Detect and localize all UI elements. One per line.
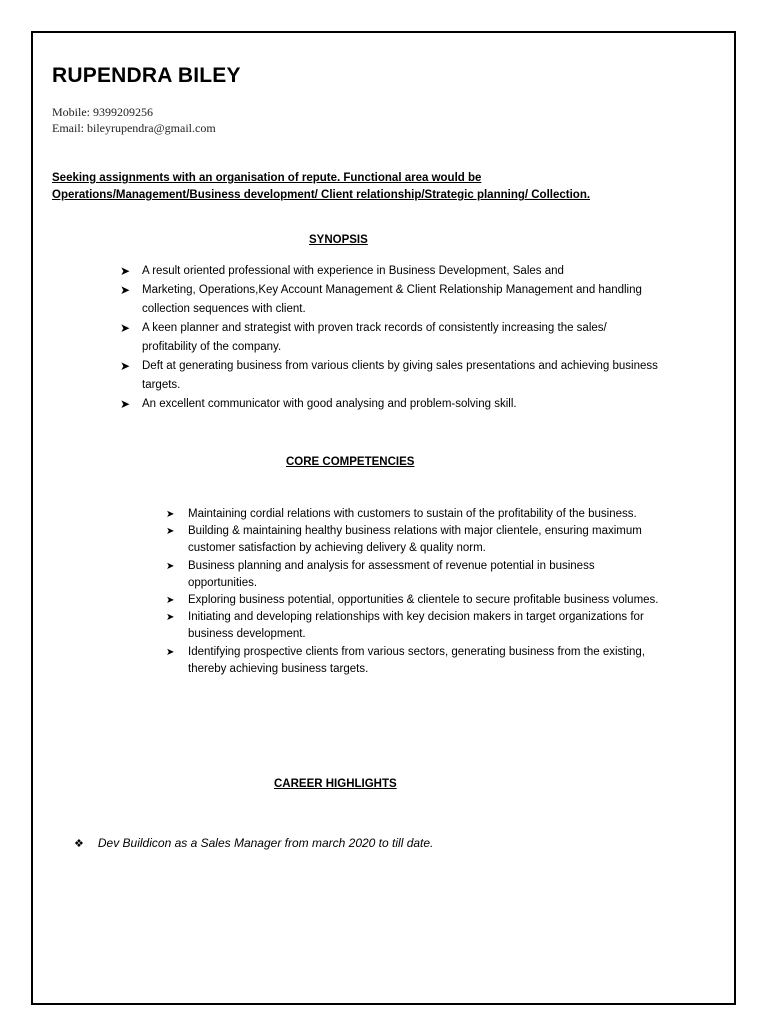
objective-statement — [52, 170, 692, 204]
core-competencies-list — [166, 506, 666, 678]
arrow-bullet-icon: ➤ — [166, 560, 175, 572]
list-item: ➤ An excellent communicator with good analysing and problem-solving skill. — [120, 395, 660, 414]
list-item: ➤ Business planning and analysis for assessment of revenue potential in business opportunities. — [166, 559, 595, 589]
career-highlights-heading: CAREER HIGHLIGHTS — [274, 778, 397, 790]
candidate-name: RUPENDRA BILEY — [52, 64, 241, 87]
list-item: ➤ Building & maintaining healthy business relations with major clientele, ensuring maximum customer satisfaction by achieving delivery & quality norm. — [166, 525, 642, 555]
list-item: ➤ A result oriented professional with experience in Business Development, Sales and — [120, 262, 660, 281]
arrow-bullet-icon: ➤ — [166, 646, 175, 658]
arrow-bullet-icon: ➤ — [166, 526, 175, 538]
arrow-bullet-icon: ➤ — [120, 359, 131, 373]
email-address: Email: bileyrupendra@gmail.com — [52, 121, 216, 135]
objective-line-2: Operations/Management/Business development/ Client relationship/Strategic planning/ Collection. — [52, 189, 591, 201]
list-item: ➤ Exploring business potential, opportunities & clientele to secure profitable business volumes. — [166, 592, 666, 609]
diamond-bullet-icon: ❖ — [74, 838, 84, 850]
objective-line-1: Seeking assignments with an organisation of repute. Functional area would be — [52, 172, 482, 184]
list-item: ➤ Deft at generating business from various clients by giving sales presentations and achieving business targets. — [120, 359, 658, 391]
mobile-number: Mobile: 9399209256 — [52, 105, 153, 119]
arrow-bullet-icon: ➤ — [166, 612, 175, 624]
synopsis-heading: SYNOPSIS — [309, 234, 368, 246]
list-item: ➤ Maintaining cordial relations with customers to sustain of the profitability of the business. — [166, 506, 666, 523]
arrow-bullet-icon: ➤ — [120, 283, 131, 297]
arrow-bullet-icon: ➤ — [166, 509, 175, 520]
arrow-bullet-icon: ➤ — [166, 595, 175, 607]
list-item: ➤ Identifying prospective clients from various sectors, generating business from the existing, thereby achieving business targets. — [166, 645, 646, 675]
career-item: ❖ Dev Buildicon as a Sales Manager from march 2020 to till date. — [74, 836, 434, 850]
list-item: ➤ A keen planner and strategist with proven track records of consistently increasing the sales/ profitability of the company. — [120, 321, 607, 353]
arrow-bullet-icon: ➤ — [120, 397, 131, 411]
list-item: ➤ Marketing, Operations,Key Account Management & Client Relationship Management and handling collection sequences with client. — [120, 283, 642, 315]
core-competencies-heading: CORE COMPETENCIES — [286, 456, 415, 468]
arrow-bullet-icon: ➤ — [120, 321, 131, 335]
synopsis-list — [120, 262, 660, 414]
list-item: ➤ Initiating and developing relationships with key decision makers in target organizations for business development. — [166, 611, 644, 641]
arrow-bullet-icon: ➤ — [120, 264, 131, 278]
